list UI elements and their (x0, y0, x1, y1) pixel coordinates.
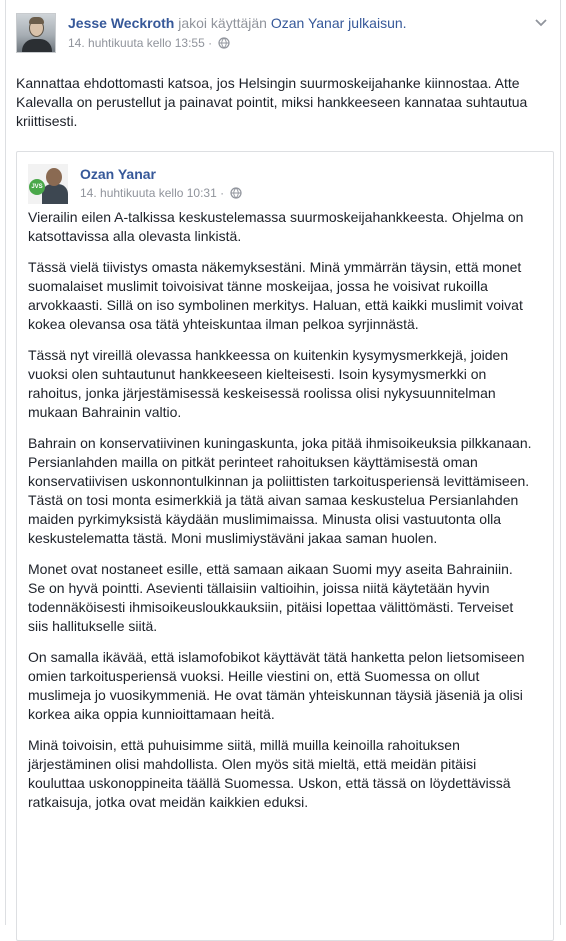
shared-post-meta (80, 185, 242, 201)
shared-text: jakoi käyttäjän (178, 15, 267, 31)
avatar-body-shape (22, 39, 52, 53)
avatar-shirt-shape (42, 184, 68, 204)
post-timestamp-link[interactable]: 14. huhtikuuta kello 13:55 (68, 36, 205, 50)
avatar-hair-shape (29, 17, 44, 24)
paragraph: Minä toivoisin, että puhuisimme siitä, millä muilla keinoilla rahoituksen järjestäminen olisi mahdollista. Olen myös sitä mieltä, että meidän pitäisi kouluttaa uskonoppineita täällä Suomessa. Uskon, että tässä on löydettävissä ratkaisuja, jotka ovat meidän kaikkien eduksi. (28, 737, 511, 810)
shared-timestamp-link[interactable]: 14. huhtikuuta kello 10:31 (80, 186, 217, 200)
shared-post-link[interactable]: julkaisun. (348, 15, 407, 31)
facebook-post (5, 0, 561, 925)
shared-author-name-link[interactable]: Ozan Yanar (80, 166, 157, 182)
meta-separator: · (208, 36, 213, 50)
party-badge: JVS (29, 179, 45, 195)
chevron-down-icon[interactable] (534, 15, 548, 29)
paragraph: Tässä nyt vireillä olevassa hankkeessa on kuitenkin kysymysmerkkejä, joiden vuoksi olen suhtautunut hankkeeseen kielteisesti. Isoin kysymysmerkki on rahoitus, jonka järjestämisessä keskeisessä roolissa olisi nykysuunnitelman mukaan Bahrainin valtio. (28, 347, 509, 420)
post-meta (68, 35, 230, 51)
author-avatar[interactable] (16, 13, 56, 53)
paragraph: Vierailin eilen A-talkissa keskustelemassa suurmoskeijahankkeesta. Ohjelma on katsottavissa alla olevasta linkistä. (28, 209, 524, 244)
author-line (68, 14, 407, 32)
globe-icon[interactable] (230, 187, 242, 199)
post-header (16, 13, 550, 63)
shared-post-text (28, 208, 533, 824)
paragraph: Monet ovat nostaneet esille, että samaan aikaan Suomi myy aseita Bahrainiin. Se on hyvä pointti. Asevienti tällaisiin valtioihin, joissa niitä käytetään hyvin todennäköisesti ihmisoikeusloukkauksiin, pitäisi lopettaa välittömästi. Terveiset siis hallitukselle siitä. (28, 561, 514, 634)
meta-separator: · (220, 186, 225, 200)
paragraph: Tässä vielä tiivistys omasta näkemyksestäni. Minä ymmärrän täysin, että monet suomalaiset muslimit toivoisivat tänne moskeijaa, jossa he voisivat rukoilla arvokkaasti. Sillä on iso symbolinen merkitys. Haluan, että kaikki muslimit voivat kokea olevansa osa tätä yhteiskuntaa ilman pelkoa syrjinnästä. (28, 259, 523, 332)
globe-icon[interactable] (218, 37, 230, 49)
avatar-face-shape (46, 168, 62, 186)
shared-author-avatar[interactable] (28, 164, 68, 204)
author-name-link[interactable]: Jesse Weckroth (68, 15, 175, 31)
paragraph: On samalla ikävää, että islamofobikot käyttävät tätä hanketta pelon lietsomiseen omien tarkoitusperiensä vuoksi. Heille viestini on, että Suomessa on ollut muslimeja jo vuosikymmeniä. He ovat tämän yhteiskunnan täysiä jäseniä ja olisi korkea aika oppia kunnioittamaan heitä. (28, 649, 525, 722)
shared-post-card (16, 151, 554, 941)
shared-from-link[interactable]: Ozan Yanar (270, 15, 345, 31)
paragraph: Bahrain on konservatiivinen kuningaskunta, joka pitää ihmisoikeuksia pilkkanaan. Persianlahden mailla on pitkät perinteet rahoituksen käyttämisestä oman konservatiivisen uskonnontulkinnan ja poliittisten tarkoitusperiensä levittämiseen. Tästä on tosi monta esimerkkiä ja tätä aivan samaa keskustelua Persianlahden maiden pyrkimyksistä käydään muslimimaissa. Minusta olisi vastuutonta olla keskustelematta tästä. Moni muslimiystäväni jakaa saman huolen. (28, 435, 532, 546)
post-text: Kannattaa ehdottomasti katsoa, jos Helsingin suurmoskeijahanke kiinnostaa. Atte Kalevalla on perustellut ja painavat pointit, miksi hankkeeseen kannataa suhtautua kriittisesti. (16, 75, 528, 129)
